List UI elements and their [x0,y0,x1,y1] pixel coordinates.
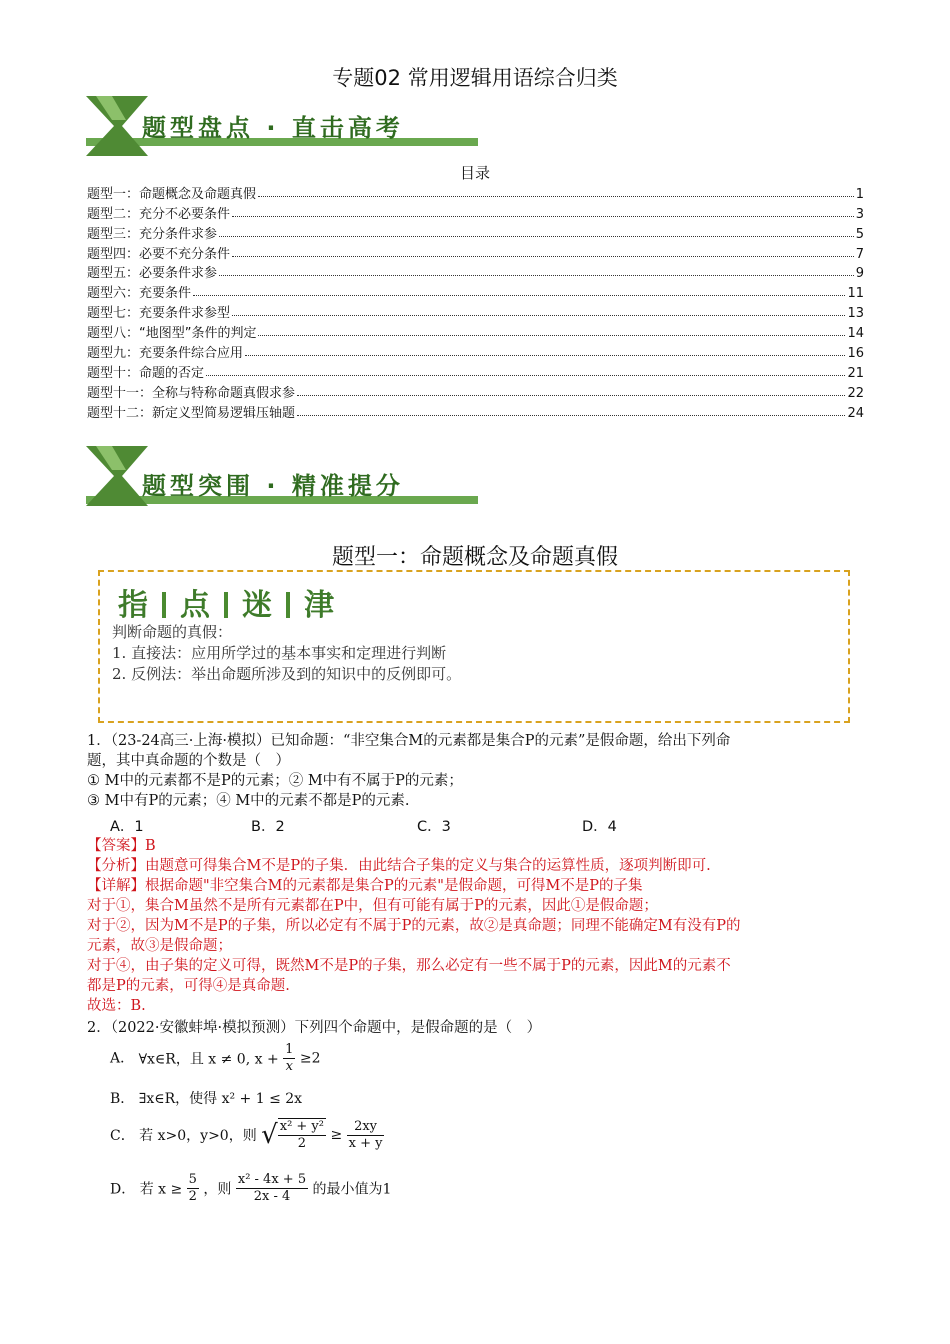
option-label: B． [110,1091,135,1107]
question-1-option-c: C．3 [417,819,451,835]
tip-text [112,622,461,685]
question-1 [87,731,867,811]
tip-box [98,570,850,723]
section-title: 题型一：命题概念及命题真假 [331,545,618,570]
question-2-option-a [110,1042,321,1075]
toc-entry[interactable] [87,341,864,361]
toc-dot-leader [232,315,845,316]
fraction-numerator: x² - 4x + 5 [237,1172,307,1187]
question-1-option-a: A．1 [110,819,144,835]
question-2-option-d [110,1172,391,1205]
banner-breakthrough [86,442,478,510]
toc-entry[interactable] [87,301,864,321]
toc-entry[interactable] [87,281,864,301]
toc-entry-page: 1 [855,186,864,202]
tip-separator [224,592,228,618]
table-of-contents [87,182,864,421]
option-text: ∃x∈R，使得 x² + 1 ≤ 2x [138,1091,303,1107]
toc-dot-leader [193,295,845,296]
question-1-option-d: D．4 [582,819,617,835]
detail-line [87,876,867,896]
toc-entry-page: 22 [847,385,864,401]
banner-overview [86,92,478,160]
option-text: ≥ [330,1127,343,1143]
option-text: 若 x>0，y>0，则 [139,1128,257,1144]
toc-dot-leader [245,355,845,356]
fraction-numerator: 2xy [347,1119,385,1136]
option-label: C． [110,1128,135,1144]
option-text: ∀x∈R，且 x ≠ 0, x + [138,1051,279,1068]
toc-dot-leader [232,216,854,217]
detail-text: 根据命题"非空集合M的元素都是集合P的元素"是假命题，可得M不是P的子集 [145,878,643,894]
option-text: 若 x ≥ [139,1181,183,1198]
toc-entry-page: 5 [855,226,864,242]
fraction-numerator: 1 [285,1042,294,1057]
question-1-option-b: B．2 [251,819,285,835]
toc-dot-leader [258,196,854,197]
option-text: 的最小值为1 [312,1181,392,1198]
detail-line: 对于④，由子集的定义可得，既然M不是P的子集，那么必定有一些不属于P的元素，因此M的元素不 [87,958,731,974]
detail-tag: 【详解】 [87,878,145,894]
toc-entry-label: 题型六：充要条件 [87,286,192,302]
toc-entry-label: 题型十一：全称与特称命题真假求参 [87,385,296,401]
fraction-denominator: 2 [188,1189,197,1204]
fraction-denominator: x [285,1059,293,1074]
tip-head-char: 指 [118,588,148,623]
detail-line: 对于②，因为M不是P的子集，所以必定有不属于P的元素，故②是真命题；同理不能确定M有没有P的 [87,918,741,934]
toc-title: 目录 [459,164,490,182]
toc-entry[interactable] [87,381,864,401]
option-text: ，则 [203,1181,232,1198]
toc-entry[interactable] [87,321,864,341]
toc-dot-leader [219,236,854,237]
fraction [347,1119,385,1152]
toc-dot-leader [206,375,845,376]
fraction-denominator: x + y [348,1135,383,1151]
detail-line: 元素，故③是假命题； [87,938,232,954]
detail-line: 都是P的元素，可得④是真命题. [87,978,290,994]
toc-entry-page: 7 [855,246,864,262]
question-1-stem-line: 题，其中真命题的个数是（ ） [87,753,290,769]
tip-head-char: 迷 [242,588,272,623]
toc-dot-leader [297,395,845,396]
tip-separator [286,592,290,618]
detail-line: 对于①，集合M虽然不是所有元素都在P中，但有可能有属于P的元素，因此①是假命题； [87,898,658,914]
answer-tag: 【答案】 [87,838,145,854]
tip-head-char: 津 [304,588,334,623]
toc-entry-label: 题型七：充要条件求参型 [87,306,231,322]
tip-heading [118,580,334,624]
question-1-statement-line: ① M中的元素都不是P的元素；② M中有不属于P的元素； [87,773,463,789]
fraction-denominator: 2x - 4 [253,1189,291,1204]
toc-dot-leader [232,256,854,257]
toc-entry[interactable] [87,182,864,202]
toc-entry-label: 题型一：命题概念及命题真假 [87,186,257,202]
toc-entry-label: 题型五：必要条件求参 [87,266,218,282]
banner-breakthrough-text: 题型突围 · 精准提分 [142,472,404,500]
question-1-stem-line: 1．（23-24高三·上海·模拟）已知命题：“非空集合M的元素都是集合P的元素”是假命题，给出下列命 [87,733,731,749]
toc-entry-label: 题型九：充要条件综合应用 [87,346,244,362]
tip-head-char: 点 [180,588,210,623]
toc-entry-page: 16 [847,346,864,362]
toc-entry-page: 9 [855,266,864,282]
fraction [187,1172,199,1205]
toc-entry[interactable] [87,222,864,242]
toc-entry[interactable] [87,202,864,222]
toc-entry-label: 题型八：“地图型”条件的判定 [87,326,257,342]
choose-line: 故选：B. [87,998,146,1014]
question-1-statement-line: ③ M中有P的元素；④ M中的元素不都是P的元素. [87,793,410,809]
fraction [236,1172,308,1205]
toc-entry[interactable] [87,361,864,381]
toc-entry-page: 21 [847,365,864,381]
toc-entry[interactable] [87,401,864,421]
toc-dot-leader [219,275,854,276]
toc-entry-label: 题型四：必要不充分条件 [87,246,231,262]
banner-overview-text: 题型盘点 · 直击高考 [142,114,404,142]
toc-entry-label: 题型三：充分条件求参 [87,226,218,242]
toc-entry-label: 题型十二：新定义型简易逻辑压轴题 [87,405,296,421]
toc-entry-page: 24 [847,405,864,421]
answer-value: B [145,838,156,854]
fraction-numerator: 5 [188,1172,197,1187]
tip-line: 判断命题的真假： [112,623,233,641]
option-text: ≥2 [299,1050,321,1067]
toc-entry-label: 题型二：充分不必要条件 [87,206,231,222]
sqrt-icon: √ [261,1120,278,1150]
question-2-option-b [110,1088,302,1108]
option-label: D． [110,1181,136,1198]
question-2-stem: 2．（2022·安徽蚌埠·模拟预测）下列四个命题中，是假命题的是（ ） [87,1020,542,1036]
toc-entry-page: 3 [855,206,864,222]
fraction-numerator: x² + y² [279,1119,324,1134]
option-label: A． [110,1050,135,1067]
analysis-line [87,856,867,876]
tip-line: 2. 反例法：举出命题所涉及到的知识中的反例即可。 [112,665,462,683]
question-1-solution [87,836,867,1016]
toc-dot-leader [297,415,845,416]
question-2-option-c [110,1118,384,1152]
fraction [278,1118,326,1152]
analysis-tag: 【分析】 [87,858,145,874]
fraction [283,1042,295,1075]
document-title: 专题02 常用逻辑用语综合归类 [332,66,618,90]
tip-separator [162,592,166,618]
toc-entry[interactable] [87,262,864,282]
toc-entry-page: 13 [847,306,864,322]
toc-entry-label: 题型十：命题的否定 [87,365,205,381]
toc-entry[interactable] [87,242,864,262]
fraction-denominator: 2 [297,1136,306,1151]
analysis-text: 由题意可得集合M不是P的子集．由此结合子集的定义与集合的运算性质，逐项判断即可. [145,858,711,874]
answer-line [87,836,867,856]
tip-line: 1. 直接法：应用所学过的基本事实和定理进行判断 [112,644,447,662]
toc-entry-page: 11 [847,286,864,302]
toc-dot-leader [258,335,845,336]
toc-entry-page: 14 [847,326,864,342]
